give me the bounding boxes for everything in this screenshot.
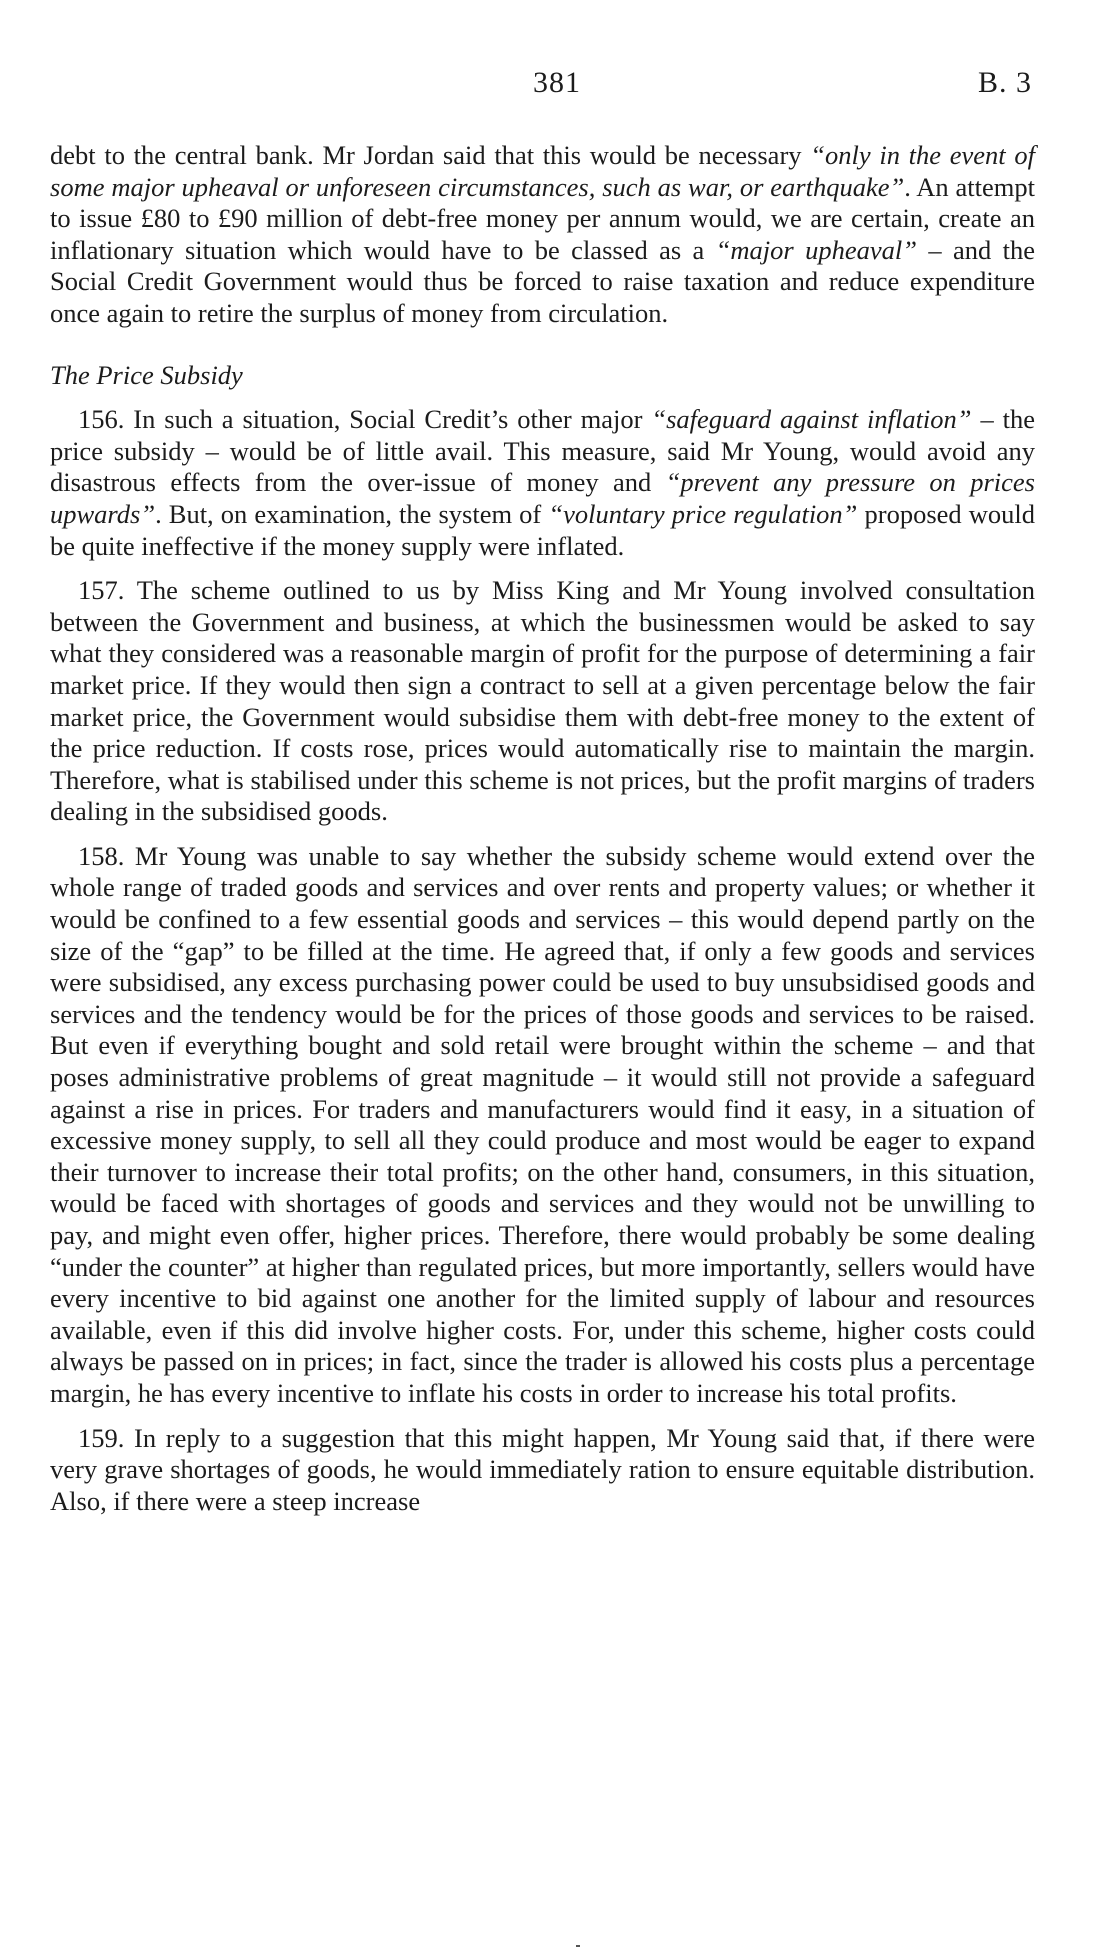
intro-quote-1: “only in the event of some major upheaval or unforeseen circumstances, such as war, or earthquake” [50,140,1036,202]
section-heading: The Price Subsidy [50,359,243,390]
p156-text-3: . But, on examination, the system of [155,498,549,529]
paragraph-157: 157. The scheme outlined to us by Miss King and Mr Young involved consultation between the Government and business, at which the businessmen would be asked to say what they considered was a reasonable margin of profit for the purpose of determining a fair market price. If they would then sign a contract to sell at a given percentage below the fair market price, the Government would subsidise them with debt-free money to the extent of the price reduction. If costs rose, prices would automatically rise to maintain the margin. Therefore, what is stabilised under this scheme is not prices, but the profit margins of traders dealing in the subsidised goods. [50,575,1035,827]
intro-text-1: debt to the central bank. Mr Jordan said that this would be necessary [50,140,811,170]
p156-quote-1: “safeguard against inflation” [651,404,972,435]
intro-text-3: – and the Social Credit Government would thus be forced to raise taxation and reduce expenditure once again to retire the surplus of money from circulation. [50,234,1035,328]
footer-mark [576,1945,580,1947]
p156-quote-2: “prevent any pressure on prices upwards” [50,467,1035,529]
paragraph-156 [50,404,1035,562]
paragraph-159: 159. In reply to a suggestion that this might happen, Mr Young said that, if there were very grave shortages of goods, he would immediately ration to ensure equitable distribution. Also, if there were a steep increase [50,1422,1035,1516]
intro-text-2: . An attempt to issue £80 to £90 million of debt-free money per annum would, we are certain, create an inflationary situation which would have to be classed as a [50,171,1035,265]
page-header [0,66,1114,106]
intro-quote-2: “major upheaval” [715,234,917,265]
intro-paragraph [50,140,1035,330]
page-number: 381 [533,66,581,99]
paragraph-158: 158. Mr Young was unable to say whether the subsidy scheme would extend over the whole range of traded goods and services and over rents and property values; or whether it would be confined to a few essential goods and services – this would depend partly on the size of the “gap” to be filled at the time. He agreed that, if only a few goods and services were subsidised, any excess purchasing power could be used to buy unsubsidised goods and services and the tendency would be for the prices of those goods and services to be raised. But even if everything bought and sold retail were brought within the scheme – and that poses administrative problems of great magnitude – it would still not provide a safeguard against a rise in prices. For traders and manufacturers would find it easy, in a situation of excessive money supply, to sell all they could produce and most would be eager to expand their turnover to increase their total profits; on the other hand, consumers, in this situation, would be faced with shortages of goods and services and they would not be unwilling to pay, and might even offer, higher prices. Therefore, there would probably be some dealing “under the counter” at higher than regulated prices, but more importantly, sellers would have every incentive to bid against one another for the limited supply of labour and resources available, even if this did involve higher costs. For, under this scheme, higher costs could always be passed on in prices; in fact, since the trader is allowed his costs plus a percentage margin, he has every incentive to inflate his costs in order to increase his total profits. [50,840,1035,1408]
document-reference: B. 3 [977,66,1032,99]
p156-text-2: – the price subsidy – would be of little avail. This measure, said Mr Young, would avoid any disastrous effects from the over-issue of money and [50,404,1036,498]
body-text [50,140,1035,1517]
p156-text-4: proposed would be quite ineffective if the money supply were inflated. [50,498,1035,561]
p156-quote-3: “voluntary price regulation” [548,498,858,529]
p156-text-1: 156. In such a situation, Social Credit’s other major [78,404,652,435]
